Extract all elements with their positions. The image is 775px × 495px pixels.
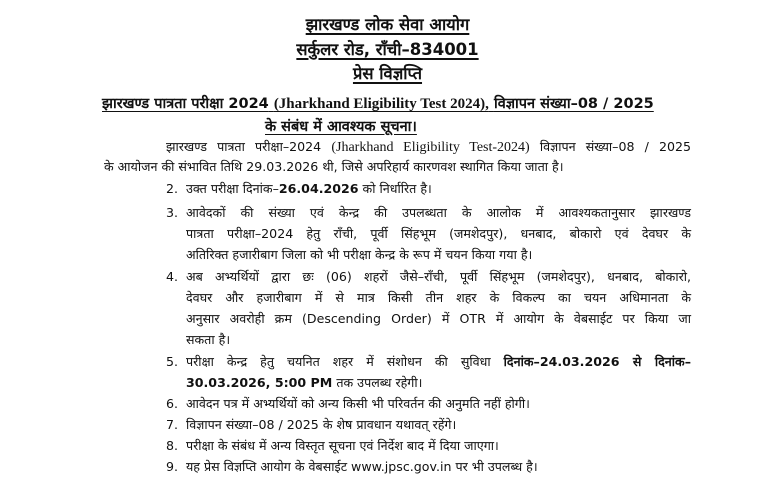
- point-6: 6. आवेदन पत्र में अभ्यर्थियों को अन्य किसी भी परिवर्तन की अनुमति नहीं होगी।: [166, 396, 530, 411]
- point-3-line-1: आवेदकों की संख्या एवं केन्द्र की उपलब्धता के आलोक में आवश्यकतानुसार झारखण्ड: [186, 205, 691, 220]
- point-2: 2. उक्त परीक्षा दिनांक–26.04.2026 को निर्धारित है।: [166, 181, 432, 196]
- website-link[interactable]: www.jpsc.gov.in: [351, 459, 452, 474]
- subject-line-2: के संबंध में आवश्यक सूचना।: [265, 119, 417, 135]
- para-1-line-2: के आयोजन की संभावित तिथि 29.03.2026 थी, जिसे अपरिहार्य कारणवश स्थागित किया जाता है।: [104, 159, 564, 174]
- point-5-line-1: परीक्षा केन्द्र हेतु चयनित शहर में संशोधन की सुविधा दिनांक–24.03.2026 से दिनांक–: [186, 354, 691, 369]
- point-7: 7. विज्ञापन संख्या–08 / 2025 के शेष प्रावधान यथावत् रहेंगे।: [166, 417, 457, 432]
- point-3-line-2: पात्रता परीक्षा–2024 हेतु राँची, पूर्वी सिंहभूम (जमशेदपुर), धनबाद, बोकारो एवं देवघर के: [186, 226, 691, 241]
- point-9: 9. यह प्रेस विज्ञप्ति आयोग के वेबसाईट www.jpsc.gov.in पर भी उपलब्ध है।: [166, 459, 538, 474]
- point-3-line-3: अतिरिक्त हजारीबाग जिला को भी परीक्षा केन्द्र के रूप में चयन किया गया है।: [186, 247, 533, 262]
- point-5-line-2: 30.03.2026, 5:00 PM तक उपलब्ध रहेगी।: [186, 375, 423, 390]
- organization-address: सर्कुलर रोड, राँची–834001: [296, 40, 479, 59]
- organization-name: झारखण्ड लोक सेवा आयोग: [305, 15, 470, 34]
- para-1-line-1: झारखण्ड पात्रता परीक्षा–2024 (Jharkhand Eligibility Test-2024) विज्ञापन संख्या–08 / 2025: [166, 139, 691, 155]
- document-type-heading: प्रेस विज्ञप्ति: [352, 64, 423, 83]
- point-5-number: 5.: [166, 354, 179, 369]
- point-8: 8. परीक्षा के संबंध में अन्य विस्तृत सूचना एवं निर्देश बाद में दिया जाएगा।: [166, 438, 499, 453]
- point-4-number: 4.: [166, 269, 179, 284]
- point-4-line-4: सकता है।: [186, 332, 231, 347]
- point-4-line-1: अब अभ्यर्थियों द्वारा छः (06) शहरों जैसे–राँची, पूर्वी सिंहभूम (जमशेदपुर), धनबाद, बोकारो,: [186, 269, 691, 284]
- subject-line-1: झारखण्ड पात्रता परीक्षा 2024 (Jharkhand Eligibility Test 2024), विज्ञापन संख्या–08 / 2025: [102, 96, 654, 112]
- point-4-line-3: अनुसार अवरोही क्रम (Descending Order) में OTR में आयोग के वेबसाईट पर किया जा: [186, 311, 691, 326]
- point-4-line-2: देवघर और हजारीबाग में से मात्र किसी तीन शहर के विकल्प का चयन अधिमानता के: [186, 290, 691, 305]
- point-3-number: 3.: [166, 205, 179, 220]
